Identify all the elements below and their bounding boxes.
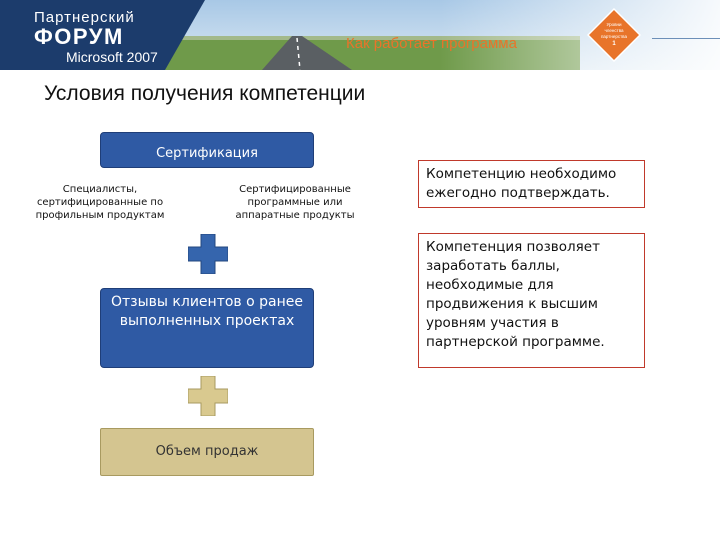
customer-feedback-box: Отзывы клиентов о ранее выполненных проектах [100,288,314,368]
sales-volume-box: Объем продаж [100,428,314,476]
banner-divider [652,38,720,39]
plus-icon [188,234,228,274]
header-banner [0,0,720,70]
specialists-subtitle: Специалисты, сертифицированные по профильным продуктам [35,184,165,221]
certification-box: Сертификация [100,132,314,168]
section-title: Как работает программа [346,35,517,52]
brand-partner-label: Партнерский [34,9,135,26]
road-sign-line1: Уровни [606,22,622,27]
road-sign-text [587,22,641,47]
note-points-benefit: Компетенция позволяет заработать баллы, необходимые для продвижения к высшим уровням участия в партнерской программе. [418,233,645,368]
road-sign-number: 1 [612,41,616,47]
page-title: Условия получения компетенции [44,82,366,105]
road-sign-line2: членства [604,28,624,33]
products-subtitle: Сертифицированные программные или аппаратные продукты [235,184,355,221]
road-sign-line3: партнерства [600,34,628,39]
note-annual-confirmation: Компетенцию необходимо ежегодно подтверждать. [418,160,645,208]
plus-icon [188,376,228,416]
brand-forum-label: ФОРУМ [34,24,124,49]
brand-microsoft-label: Microsoft 2007 [66,49,158,65]
road-sign-icon [587,8,641,62]
